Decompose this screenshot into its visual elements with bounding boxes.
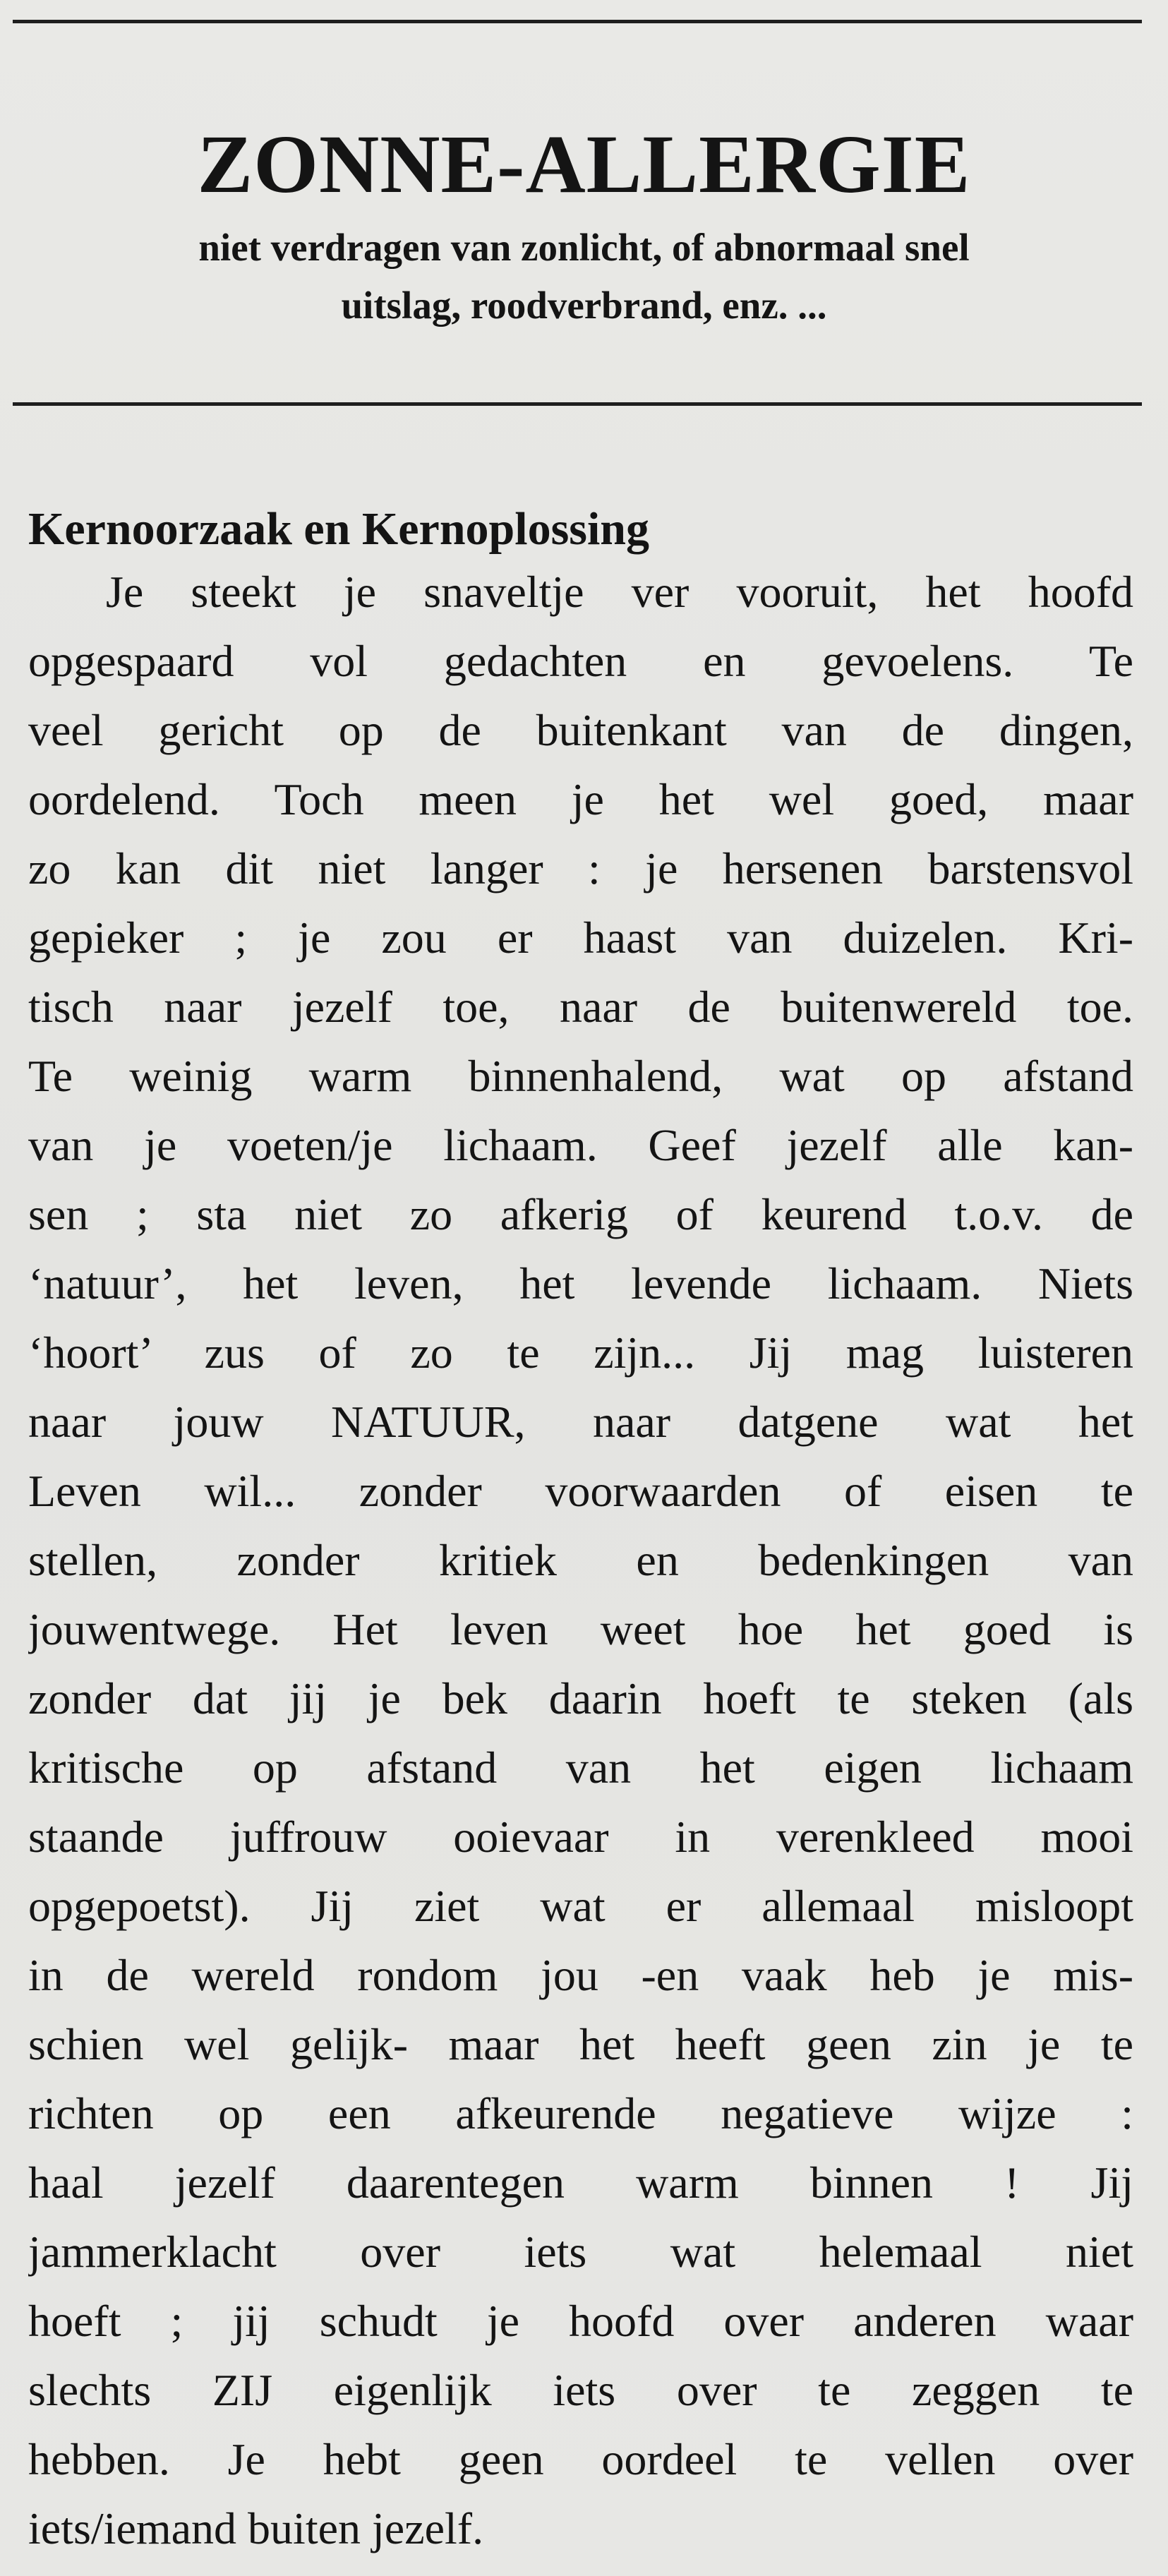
body-line: ‘hoort’ zus of zo te zijn... Jij mag luisteren (28, 1328, 1133, 1378)
body-line: ‘natuur’, het leven, het levende lichaam. Niets (28, 1258, 1133, 1308)
bottom-rule (13, 402, 1142, 406)
body-line: jammerklacht over iets wat helemaal niet (28, 2227, 1133, 2277)
article-title: ZONNE-ALLERGIE (197, 118, 971, 210)
article-subtitle (0, 219, 1168, 335)
body-line: hoeft ; jij schudt je hoofd over anderen waar (28, 2296, 1133, 2346)
body-line: opgepoetst). Jij ziet wat er allemaal misloopt (28, 1881, 1133, 1931)
body-line: slechts ZIJ eigenlijk iets over te zeggen te (28, 2365, 1133, 2415)
body-line: Leven wil... zonder voorwaarden of eisen te (28, 1466, 1133, 1516)
body-line: gepieker ; je zou er haast van duizelen. Kri- (28, 913, 1133, 963)
body-line: schien wel gelijk- maar het heeft geen zin je te (28, 2019, 1133, 2069)
body-line: Te weinig warm binnenhalend, wat op afstand (28, 1051, 1133, 1101)
body-line: Je steekt je snaveltje ver vooruit, het hoofd (106, 567, 1133, 617)
body-line: sen ; sta niet zo afkerig of keurend t.o.v. de (28, 1189, 1133, 1239)
body-line: jouwentwege. Het leven weet hoe het goed is (28, 1604, 1133, 1654)
body-line: in de wereld rondom jou -en vaak heb je mis- (28, 1950, 1133, 2000)
body-line: naar jouw NATUUR, naar datgene wat het (28, 1397, 1133, 1447)
body-line: stellen, zonder kritiek en bedenkingen van (28, 1535, 1133, 1585)
body-line: opgespaard vol gedachten en gevoelens. Te (28, 636, 1133, 686)
body-line: oordelend. Toch meen je het wel goed, maar (28, 774, 1133, 824)
body-line: kritische op afstand van het eigen lichaam (28, 1743, 1133, 1793)
body-line: haal jezelf daarentegen warm binnen ! Jij (28, 2157, 1133, 2208)
body-line: staande juffrouw ooievaar in verenkleed mooi (28, 1812, 1133, 1862)
body-line: zo kan dit niet langer : je hersenen barstensvol (28, 843, 1133, 893)
body-line: richten op een afkeurende negatieve wijze : (28, 2088, 1133, 2138)
body-line: van je voeten/je lichaam. Geef jezelf alle kan- (28, 1120, 1133, 1170)
body-line: zonder dat jij je bek daarin hoeft te steken (als (28, 1673, 1133, 1723)
body-line: tisch naar jezelf toe, naar de buitenwereld toe. (28, 982, 1133, 1032)
subtitle-line: uitslag, roodverbrand, enz. ... (341, 284, 827, 327)
body-text (28, 558, 1133, 2563)
top-rule (13, 20, 1142, 23)
section-heading: Kernoorzaak en Kernoplossing (28, 503, 650, 555)
subtitle-line: niet verdragen van zonlicht, of abnormaal snel (198, 226, 970, 269)
body-line: veel gericht op de buitenkant van de dingen, (28, 705, 1133, 755)
body-line: hebben. Je hebt geen oordeel te vellen over (28, 2434, 1133, 2484)
body-line: iets/iemand buiten jezelf. (28, 2503, 484, 2553)
